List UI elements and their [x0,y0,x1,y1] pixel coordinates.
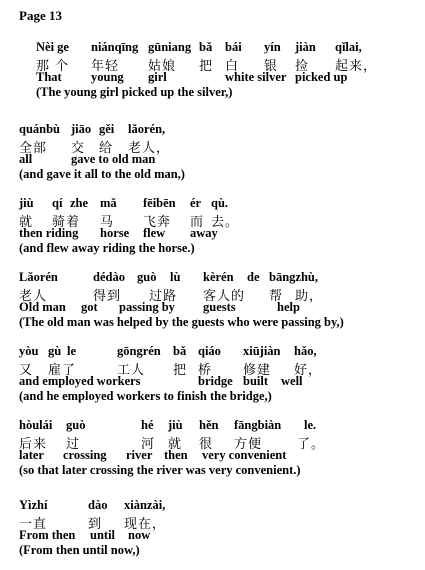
chinese-word: 把 [199,59,214,74]
pinyin-line [19,270,419,285]
english-word: help [277,300,300,314]
english-word: and employed workers [19,374,141,388]
chinese-word: 交 [71,141,86,156]
stanza-6 [19,418,419,479]
chinese-word: 雇了 [48,363,77,378]
pinyin-word: hòulái [19,418,53,432]
pinyin-word: guò [66,418,86,432]
pinyin-word: xiànzài, [124,498,166,512]
chinese-word: 助， [295,289,324,304]
english-word: Old man [19,300,66,314]
english-word: river [126,448,153,462]
chinese-word: 现在， [124,517,167,532]
chinese-word: 客人的 [203,289,246,304]
stanza-1 [19,40,419,101]
pinyin-word: bǎ [173,344,187,358]
pinyin-word: bǎ [199,40,213,54]
pinyin-word: dédào [93,270,125,284]
chinese-word: 到 [88,517,103,532]
chinese-word: 那 个 [36,59,70,74]
pinyin-word: gěi [99,122,115,136]
pinyin-word: yín [264,40,281,54]
pinyin-word: jiāo [71,122,92,136]
chinese-line [19,359,419,378]
pinyin-word: bái [225,40,242,54]
chinese-word: 过 [66,437,81,452]
chinese-word: 好， [294,363,323,378]
pinyin-word: hǎo, [294,344,317,358]
translation-line [19,167,419,183]
pinyin-word: le. [304,418,317,432]
pinyin-word: Nèi ge [36,40,69,54]
chinese-word: 过路 [149,289,178,304]
pinyin-word: hé [141,418,154,432]
english-gloss-line [19,300,419,315]
english-word: until [90,528,116,542]
english-gloss-line [19,152,419,167]
pinyin-word: kèrén [203,270,234,284]
english-gloss-line [19,448,419,463]
pinyin-word: Lǎorén [19,270,58,284]
pinyin-line [19,498,419,513]
chinese-word: 一直 [19,517,48,532]
pinyin-word: hěn [199,418,219,432]
chinese-word: 后来 [19,437,48,452]
chinese-line [19,137,419,156]
translation-line [19,389,419,405]
translation-line [19,463,419,479]
english-word: girl [148,70,167,84]
english-word: crossing [63,448,107,462]
translation-text: (The old man was helped by the guests who were passing by,) [19,315,344,329]
page-number: Page 13 [19,8,62,23]
translation-text: (and he employed workers to finish the bridge,) [19,389,272,403]
english-gloss-line [19,528,419,543]
stanza-5 [19,344,419,405]
chinese-word: 白 [225,59,240,74]
chinese-line [19,285,419,304]
english-gloss-line [19,226,419,241]
chinese-line [19,513,419,532]
english-word: guests [203,300,236,314]
english-word: well [281,374,303,388]
english-gloss-line [19,374,419,389]
chinese-word: 捡 [295,59,310,74]
chinese-line [19,55,419,74]
chinese-word: 老人 [19,289,48,304]
chinese-word: 老人， [128,141,171,156]
pinyin-word: yòu [19,344,39,358]
translation-line [19,543,419,559]
english-word: white silver [225,70,287,84]
pinyin-word: lù [170,270,181,284]
english-word: picked up [295,70,348,84]
english-word: built [243,374,269,388]
pinyin-word: jiù [168,418,183,432]
english-word: later [19,448,44,462]
pinyin-word: le [67,344,77,358]
pinyin-word: gù [48,344,62,358]
english-gloss-line [19,70,419,85]
english-word: then riding [19,226,79,240]
pinyin-word: qiáo [198,344,221,358]
english-word: flew [143,226,166,240]
chinese-word: 了。 [297,437,326,452]
chinese-word: 就 [168,437,183,452]
chinese-word: 马 [100,215,115,230]
chinese-word: 修建 [243,363,272,378]
translation-text: (and gave it all to the old man,) [19,167,185,181]
translation-line [19,315,419,331]
translation-line [19,85,419,101]
pinyin-line [19,122,419,137]
pinyin-word: jiàn [295,40,316,54]
english-word: That [36,70,62,84]
pinyin-word: bāngzhù, [269,270,318,284]
pinyin-line [19,344,419,359]
pinyin-word: niánqīng [91,40,139,54]
english-word: bridge [198,374,233,388]
pinyin-word: quánbù [19,122,61,136]
chinese-word: 方便 [234,437,263,452]
pinyin-word: mǎ [100,196,117,210]
translation-text: (and flew away riding the horse.) [19,241,195,255]
english-word: From then [19,528,76,542]
english-word: away [190,226,218,240]
chinese-word: 起来， [335,59,378,74]
english-word: passing by [119,300,175,314]
chinese-word: 帮 [269,289,284,304]
pinyin-word: jiù [19,196,34,210]
pinyin-line [19,40,419,55]
pinyin-word: zhe [70,196,89,210]
stanza-4 [19,270,419,331]
translation-text: (so that later crossing the river was very convenient.) [19,463,301,477]
pinyin-word: Yìzhí [19,498,48,512]
chinese-line [19,211,419,230]
english-word: now [128,528,151,542]
chinese-word: 得到 [93,289,122,304]
english-word: gave to old man [71,152,156,166]
chinese-word: 河 [141,437,156,452]
chinese-word: 很 [199,437,214,452]
pinyin-word: gūniang [148,40,192,54]
english-word: very convenient [202,448,287,462]
chinese-line [19,433,419,452]
chinese-word: 全部 [19,141,48,156]
pinyin-word: ér [190,196,202,210]
chinese-word: 把 [173,363,188,378]
chinese-word: 去。 [211,215,240,230]
chinese-word: 工人 [117,363,146,378]
chinese-word: 而 [190,215,205,230]
translation-line [19,241,419,257]
chinese-word: 桥 [198,363,213,378]
english-word: got [81,300,98,314]
english-word: young [91,70,124,84]
pinyin-line [19,196,419,211]
pinyin-word: xiūjiàn [243,344,281,358]
stanza-7 [19,498,419,559]
pinyin-word: qù. [211,196,229,210]
chinese-word: 就 [19,215,34,230]
pinyin-word: guò [137,270,157,284]
english-word: all [19,152,33,166]
translation-text: (From then until now,) [19,543,140,557]
pinyin-word: lǎorén, [128,122,166,136]
pinyin-word: fēibēn [143,196,176,210]
pinyin-word: gōngrén [117,344,161,358]
chinese-word: 给 [99,141,114,156]
pinyin-word: fāngbiàn [234,418,282,432]
chinese-word: 飞奔 [143,215,172,230]
stanza-3 [19,196,419,257]
pinyin-line [19,418,419,433]
pinyin-word: dào [88,498,108,512]
translation-text: (The young girl picked up the silver,) [36,85,233,99]
english-word: then [164,448,188,462]
chinese-word: 年轻 [91,59,120,74]
chinese-word: 骑着 [52,215,81,230]
chinese-word: 银 [264,59,279,74]
pinyin-word: qǐlai, [335,40,362,54]
chinese-word: 又 [19,363,34,378]
chinese-word: 姑娘 [148,59,177,74]
pinyin-word: de [247,270,260,284]
english-word: horse [100,226,130,240]
pinyin-word: qí [52,196,63,210]
stanza-2 [19,122,419,183]
